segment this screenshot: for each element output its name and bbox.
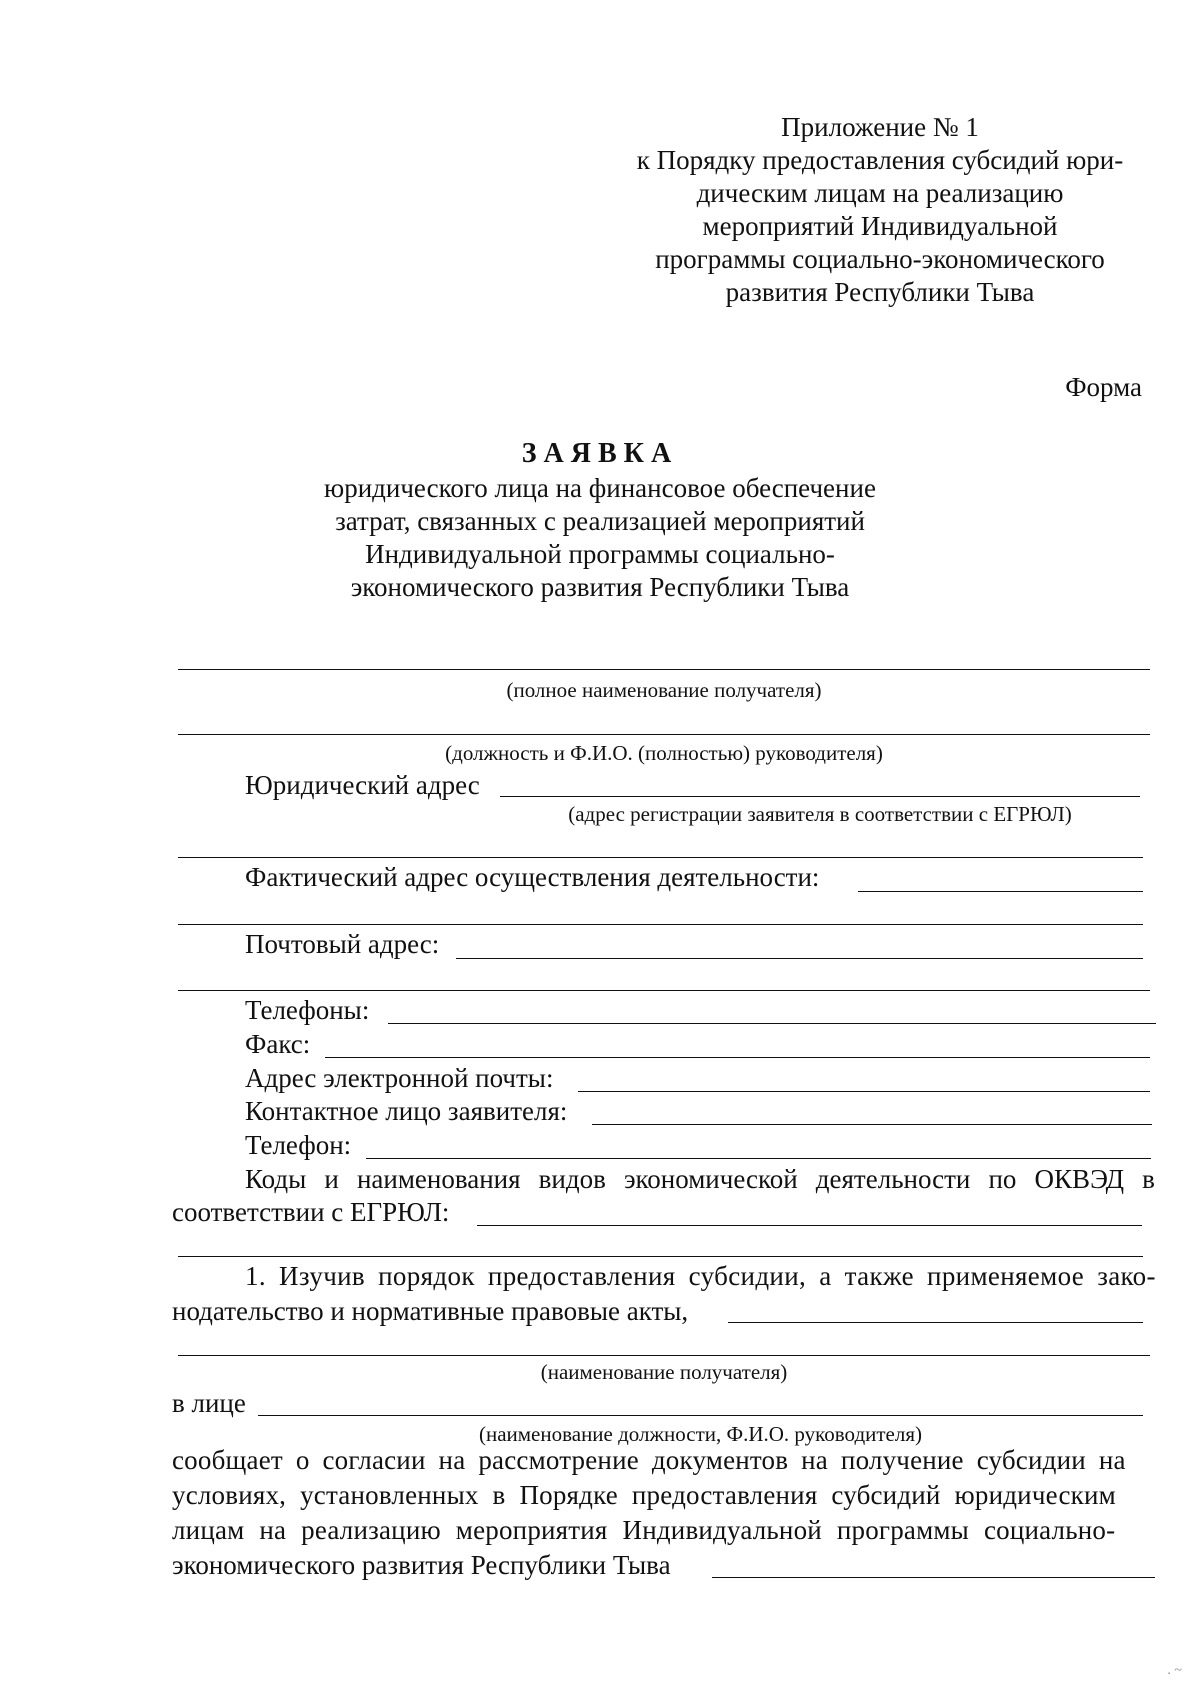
recipient-full-name-line[interactable]	[178, 669, 1150, 670]
okved-word: и	[324, 1164, 339, 1194]
head-position-name-caption: (должность и Ф.И.О. (полностью) руководителя)	[445, 741, 883, 765]
phones-label: Телефоны:	[245, 995, 370, 1025]
okved-line-2-blank[interactable]	[178, 1256, 1143, 1257]
actual-address-line-2[interactable]	[178, 924, 1143, 925]
agreement-line-2	[172, 1480, 1155, 1511]
actual-address-line[interactable]	[858, 891, 1143, 892]
subtitle-line: юридического лица на финансовое обеспечение	[324, 473, 876, 503]
agreement-date-line[interactable]	[712, 1577, 1155, 1578]
head-position-fio-caption: (наименование должности, Ф.И.О. руководителя)	[478, 1422, 923, 1446]
fax-label: Факс:	[245, 1029, 311, 1059]
recipient-name-line[interactable]	[178, 1355, 1150, 1356]
head-position-name-line[interactable]	[178, 734, 1150, 735]
actual-address-label: Фактический адрес осуществления деятельности:	[245, 862, 820, 892]
paragraph1-line-2	[172, 1296, 772, 1330]
in-person-label: в лице	[172, 1388, 246, 1418]
okved-word: по	[988, 1164, 1017, 1194]
form-label: Форма	[1065, 372, 1142, 402]
okved-word: Коды	[245, 1164, 307, 1194]
appendix-line: программы социально-экономического	[655, 244, 1105, 274]
okved-word: деятельности	[815, 1164, 971, 1194]
okved-line-2	[172, 1197, 472, 1231]
okved-word: экономической	[623, 1164, 798, 1194]
appendix-line: к Порядку предоставления субсидий юри-	[636, 145, 1124, 175]
agreement-text: условиях, установленных в Порядке предоставления субсидий юридическим	[172, 1480, 1116, 1510]
recipient-name-caption: (наименование получателя)	[540, 1360, 788, 1384]
email-label: Адрес электронной почты:	[245, 1063, 554, 1093]
contact-person-label: Контактное лицо заявителя:	[245, 1096, 568, 1126]
okved-line[interactable]	[477, 1225, 1142, 1226]
recipient-full-name-caption: (полное наименование получателя)	[506, 678, 822, 702]
appendix-header	[610, 111, 1150, 309]
contact-person-line[interactable]	[592, 1124, 1152, 1125]
subtitle-line: экономического развития Республики Тыва	[350, 572, 850, 602]
okved-word: ОКВЭД	[1034, 1164, 1125, 1194]
scan-artifact: . ~	[1167, 1663, 1182, 1678]
okved-egrul-label: соответствии с ЕГРЮЛ:	[172, 1197, 450, 1227]
okved-line-1	[245, 1164, 1155, 1195]
agreement-text: лицам на реализацию мероприятия Индивидуальной программы социально-	[172, 1515, 1116, 1545]
legal-address-field	[245, 770, 1145, 804]
phones-line[interactable]	[388, 1023, 1156, 1024]
document-title: ЗАЯВКА	[521, 438, 679, 469]
subtitle-line: затрат, связанных с реализацией мероприятий	[335, 506, 865, 536]
postal-address-line-2[interactable]	[178, 990, 1150, 991]
appendix-line: мероприятий Индивидуальной	[702, 211, 1058, 241]
agreement-text-4: экономического развития Республики Тыва	[172, 1550, 671, 1580]
document-subtitle	[300, 472, 900, 604]
appendix-line: Приложение № 1	[781, 112, 979, 142]
email-line[interactable]	[578, 1091, 1150, 1092]
legal-address-label: Юридический адрес	[245, 770, 480, 800]
postal-address-label: Почтовый адрес:	[245, 929, 440, 959]
paragraph1-text: 1. Изучив порядок предоставления субсидии, а также применяемое зако-	[245, 1261, 1156, 1291]
legal-address-line[interactable]	[500, 796, 1140, 797]
subtitle-line: Индивидуальной программы социально-	[365, 539, 835, 569]
appendix-line: развития Республики Тыва	[725, 277, 1035, 307]
in-person-line[interactable]	[258, 1415, 1143, 1416]
phone-line[interactable]	[366, 1158, 1151, 1159]
paragraph1-line[interactable]	[728, 1322, 1143, 1323]
appendix-line: дическим лицам на реализацию	[696, 178, 1064, 208]
okved-word: видов	[538, 1164, 606, 1194]
phone-label: Телефон:	[245, 1130, 352, 1160]
in-person-field	[172, 1388, 292, 1422]
agreement-line-3	[172, 1515, 1155, 1546]
registration-address-caption: (адрес регистрации заявителя в соответствии с ЕГРЮЛ)	[568, 802, 1072, 826]
paragraph1-line-1	[245, 1261, 1155, 1292]
okved-word: наименования	[356, 1164, 521, 1194]
okved-word: в	[1142, 1164, 1155, 1194]
paragraph1-text-2: нодательство и нормативные правовые акты,	[172, 1296, 689, 1326]
postal-address-line[interactable]	[456, 958, 1143, 959]
fax-line[interactable]	[325, 1057, 1150, 1058]
legal-address-line-2[interactable]	[178, 857, 1143, 858]
agreement-text: сообщает о согласии на рассмотрение документов на получение субсидии на	[172, 1445, 1126, 1475]
agreement-line-4	[172, 1550, 772, 1584]
agreement-line-1	[172, 1445, 1155, 1476]
